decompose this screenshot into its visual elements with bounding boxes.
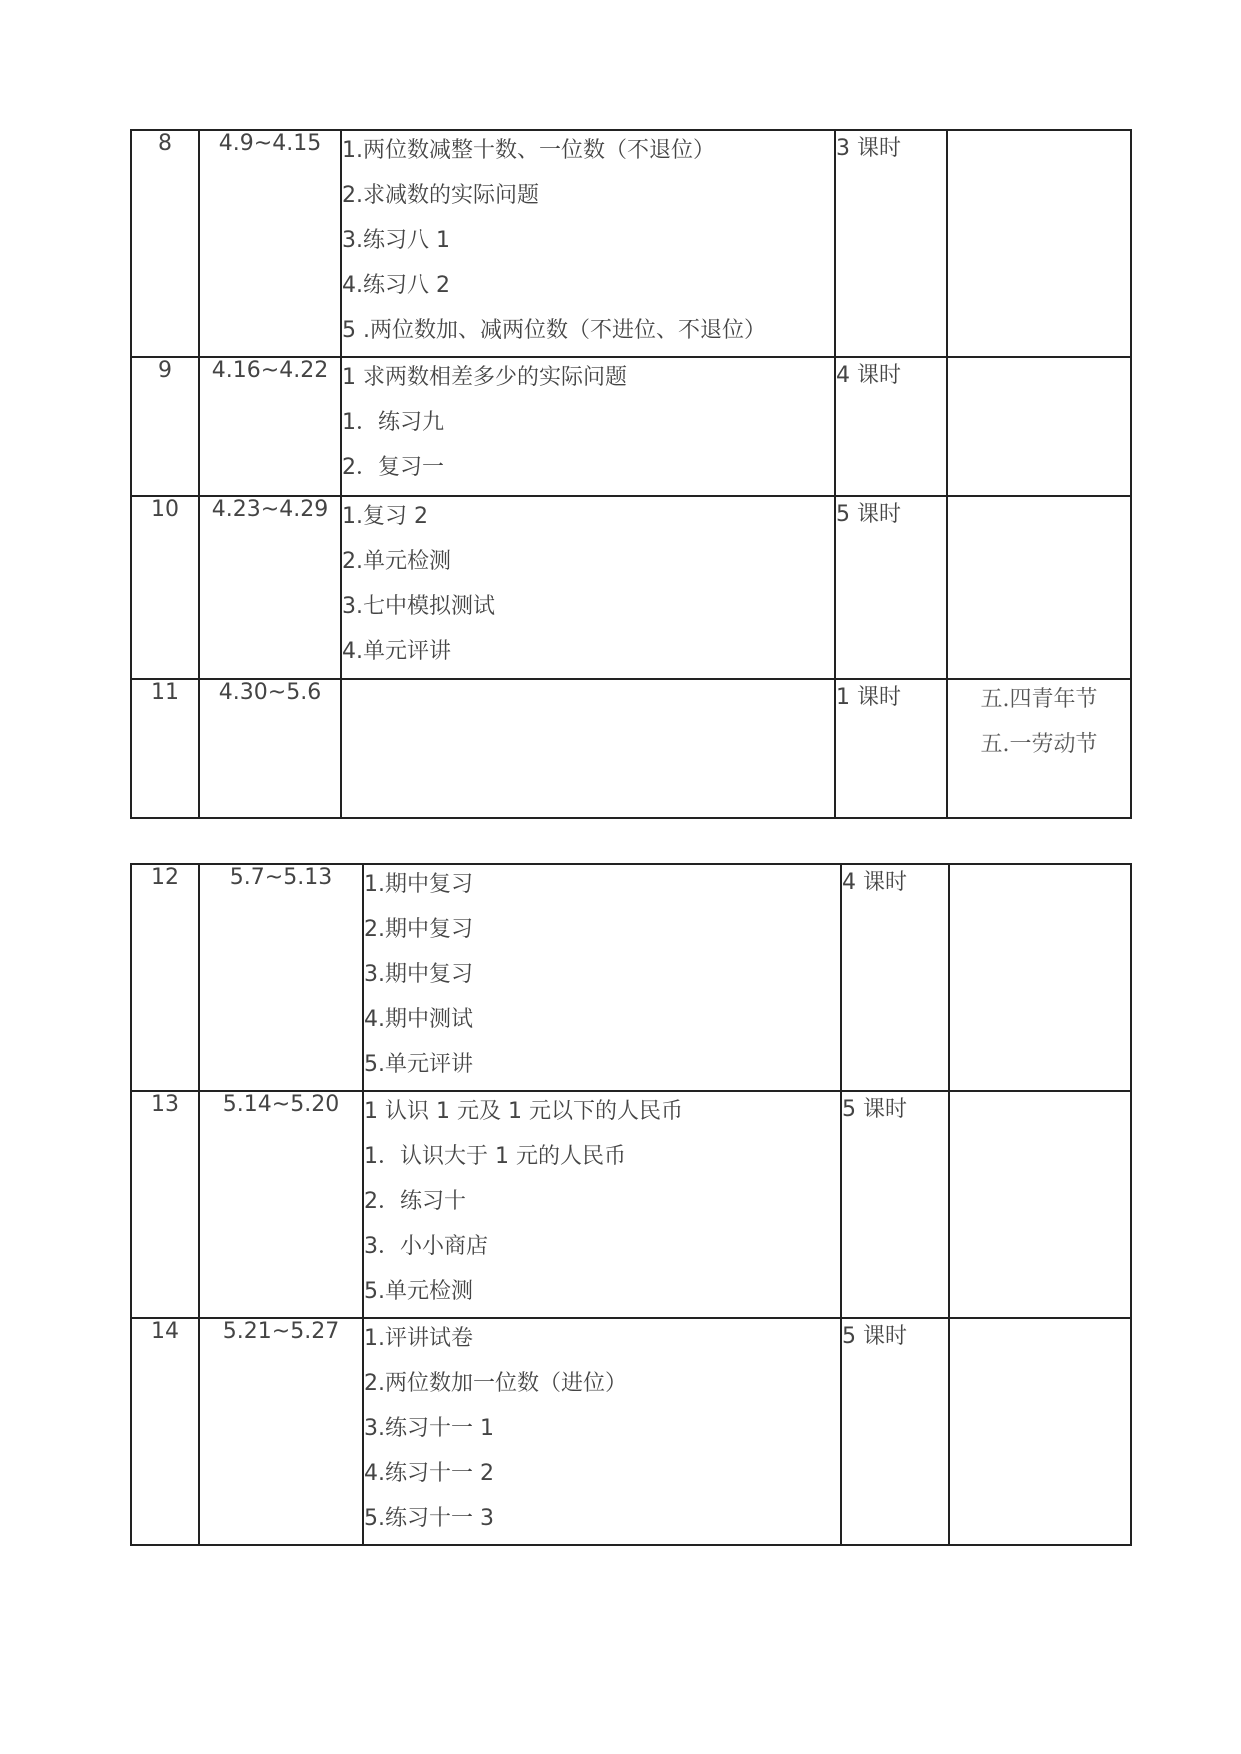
lesson-item: 1 认识 1 元及 1 元以下的人民币 [364, 1099, 683, 1124]
week-cell: 12 [131, 864, 199, 1091]
lesson-item: 3.七中模拟测试 [342, 594, 495, 619]
week-cell: 8 [131, 130, 199, 357]
week-cell: 13 [131, 1091, 199, 1318]
lesson-item: 3.练习十一 1 [364, 1416, 494, 1441]
lesson-item: 4.期中测试 [364, 1007, 473, 1032]
notes-cell [949, 1091, 1131, 1318]
lesson-item: 2．练习十 [364, 1189, 466, 1214]
date-range-cell: 5.14~5.20 [199, 1091, 363, 1318]
table-row [131, 679, 1131, 818]
lesson-item: 4.练习十一 2 [364, 1461, 494, 1486]
hours-cell: 3 课时 [835, 130, 947, 357]
notes-cell [947, 496, 1131, 679]
lesson-item: 4.练习八 2 [342, 273, 450, 298]
notes-cell [947, 130, 1131, 357]
lesson-item: 5.单元评讲 [364, 1052, 473, 1077]
lesson-item: 3.练习八 1 [342, 228, 450, 253]
week-cell: 9 [131, 357, 199, 496]
lesson-item: 1.评讲试卷 [364, 1326, 473, 1351]
date-range-cell: 5.7~5.13 [199, 864, 363, 1091]
content-cell [341, 130, 835, 357]
hours-cell: 4 课时 [835, 357, 947, 496]
lesson-item: 1．认识大于 1 元的人民币 [364, 1144, 626, 1169]
lesson-item: 2.单元检测 [342, 549, 451, 574]
lesson-item: 2.期中复习 [364, 917, 473, 942]
content-cell [363, 1091, 841, 1318]
notes-cell [947, 357, 1131, 496]
week-cell: 10 [131, 496, 199, 679]
holiday-note: 五.四青年节 [980, 687, 1098, 712]
notes-cell [949, 1318, 1131, 1545]
table-row [131, 1318, 1131, 1545]
content-cell [363, 1318, 841, 1545]
week-cell: 14 [131, 1318, 199, 1545]
lesson-item: 1.期中复习 [364, 872, 473, 897]
hours-cell: 1 课时 [835, 679, 947, 818]
lesson-item: 4.单元评讲 [342, 639, 451, 664]
table-row [131, 357, 1131, 496]
lesson-item: 2．复习一 [342, 455, 444, 480]
table-row [131, 496, 1131, 679]
table-row [131, 864, 1131, 1091]
lesson-item: 1.复习 2 [342, 504, 428, 529]
table-row [131, 130, 1131, 357]
notes-cell [949, 864, 1131, 1091]
date-range-cell: 4.16~4.22 [199, 357, 341, 496]
table-row [131, 1091, 1131, 1318]
date-range-cell: 4.23~4.29 [199, 496, 341, 679]
date-range-cell: 4.30~5.6 [199, 679, 341, 818]
content-cell [341, 496, 835, 679]
lesson-item: 5.单元检测 [364, 1279, 473, 1304]
hours-cell: 5 课时 [841, 1091, 949, 1318]
date-range-cell: 5.21~5.27 [199, 1318, 363, 1545]
content-cell [341, 679, 835, 818]
lesson-item: 2.两位数加一位数（进位） [364, 1371, 627, 1396]
schedule-table-1 [130, 129, 1132, 819]
lesson-item: 1.两位数减整十数、一位数（不退位） [342, 138, 715, 163]
lesson-item: 5.练习十一 3 [364, 1506, 494, 1531]
lesson-item: 3.期中复习 [364, 962, 473, 987]
week-cell: 11 [131, 679, 199, 818]
holiday-note: 五.一劳动节 [980, 732, 1098, 757]
lesson-item: 5 .两位数加、减两位数（不进位、不退位） [342, 318, 766, 343]
hours-cell: 5 课时 [841, 1318, 949, 1545]
lesson-item: 3．小小商店 [364, 1234, 488, 1259]
lesson-item: 1 求两数相差多少的实际问题 [342, 365, 627, 390]
notes-cell [947, 679, 1131, 818]
content-cell [363, 864, 841, 1091]
date-range-cell: 4.9~4.15 [199, 130, 341, 357]
lesson-item: 2.求减数的实际问题 [342, 183, 539, 208]
hours-cell: 4 课时 [841, 864, 949, 1091]
hours-cell: 5 课时 [835, 496, 947, 679]
lesson-item: 1．练习九 [342, 410, 444, 435]
schedule-table-2 [130, 863, 1132, 1546]
content-cell [341, 357, 835, 496]
